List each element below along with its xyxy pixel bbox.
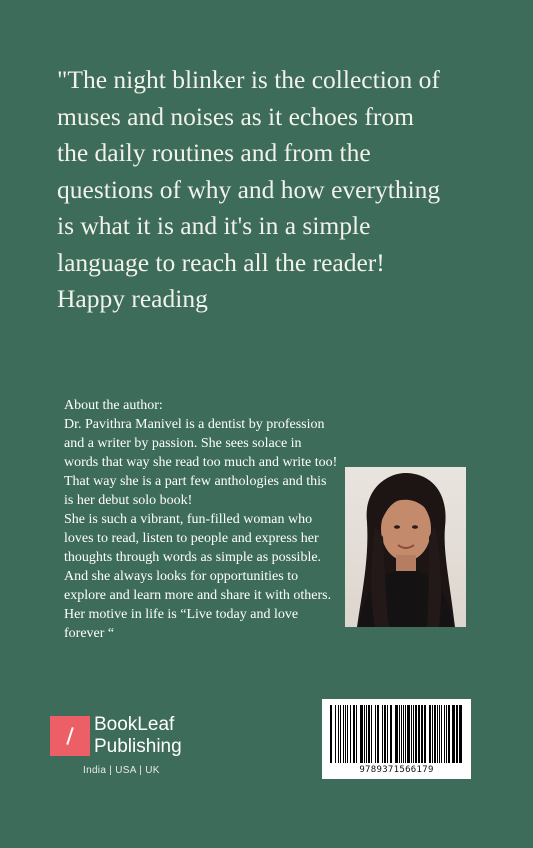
publisher-logo bbox=[50, 716, 230, 786]
barcode-bar bbox=[375, 705, 376, 763]
barcode-bar bbox=[411, 705, 412, 763]
slash-logo-icon bbox=[50, 716, 90, 756]
barcode-bar bbox=[401, 705, 402, 763]
barcode-bar bbox=[399, 705, 400, 763]
barcode-bar bbox=[432, 705, 433, 763]
barcode-bar bbox=[335, 705, 336, 763]
barcode-bar bbox=[413, 705, 414, 763]
barcode-bar bbox=[387, 705, 388, 763]
barcode-bar bbox=[439, 705, 440, 763]
barcode-bar bbox=[360, 705, 363, 763]
author-bio bbox=[64, 396, 339, 643]
barcode-bar bbox=[424, 705, 426, 763]
publisher-regions: India | USA | UK bbox=[83, 765, 160, 776]
barcode-bar bbox=[403, 705, 404, 763]
barcode-bar bbox=[340, 705, 341, 763]
barcode-bar bbox=[437, 705, 438, 763]
author-bio-paragraph: She is such a vibrant, fun-filled woman who loves to read, listen to people and express her thoughts through words as simple as possible. And she always looks for opportunities to explore and learn more and share it with others. Her motive in life is “Live today and love forever “ bbox=[64, 512, 332, 641]
barcode-bar bbox=[415, 705, 417, 763]
barcode-bar bbox=[456, 705, 458, 763]
barcode-bar bbox=[384, 705, 386, 763]
barcode-bar bbox=[347, 705, 348, 763]
barcode-bar bbox=[421, 705, 423, 763]
barcode-bar bbox=[330, 705, 332, 763]
barcode-bar bbox=[452, 705, 455, 763]
isbn-number: 9789371566179 bbox=[359, 765, 434, 775]
barcode-bar bbox=[444, 705, 445, 763]
barcode-bar bbox=[446, 705, 447, 763]
barcode-bar bbox=[377, 705, 379, 763]
back-cover-blurb: "The night blinker is the collection of muses and noises as it echoes from the daily routines and from the questions of why and how everything is what it is and it's in a simple language to reach all the reader! Happy reading bbox=[57, 65, 441, 313]
author-bio-heading: About the author: bbox=[64, 398, 163, 413]
barcode-bar bbox=[405, 705, 406, 763]
barcode-bar bbox=[364, 705, 365, 763]
barcode-bar bbox=[371, 705, 372, 763]
barcode-bar bbox=[382, 705, 383, 763]
barcode-bar bbox=[353, 705, 355, 763]
barcode-bar bbox=[338, 705, 339, 763]
barcode-bars bbox=[330, 705, 463, 763]
author-photo bbox=[345, 467, 466, 627]
barcode-bar bbox=[418, 705, 420, 763]
barcode-bar bbox=[350, 705, 351, 763]
barcode-bar bbox=[459, 705, 462, 763]
barcode-bar bbox=[356, 705, 357, 763]
isbn-barcode bbox=[322, 699, 471, 779]
barcode-bar bbox=[441, 705, 442, 763]
barcode-bar bbox=[395, 705, 398, 763]
publisher-name: BookLeaf Publishing bbox=[94, 714, 182, 757]
barcode-bar bbox=[345, 705, 346, 763]
author-bio-paragraph: Dr. Pavithra Manivel is a dentist by profession and a writer by passion. She sees solace in words that way she read too much and write too! bbox=[64, 417, 338, 470]
barcode-bar bbox=[390, 705, 392, 763]
barcode-bar bbox=[429, 705, 431, 763]
barcode-bar bbox=[407, 705, 410, 763]
barcode-bar bbox=[366, 705, 367, 763]
barcode-bar bbox=[448, 705, 450, 763]
barcode-bar bbox=[343, 705, 344, 763]
author-bio-paragraph: That way she is a part few anthologies and this is her debut solo book! bbox=[64, 474, 327, 508]
barcode-bar bbox=[368, 705, 370, 763]
barcode-bar bbox=[434, 705, 436, 763]
